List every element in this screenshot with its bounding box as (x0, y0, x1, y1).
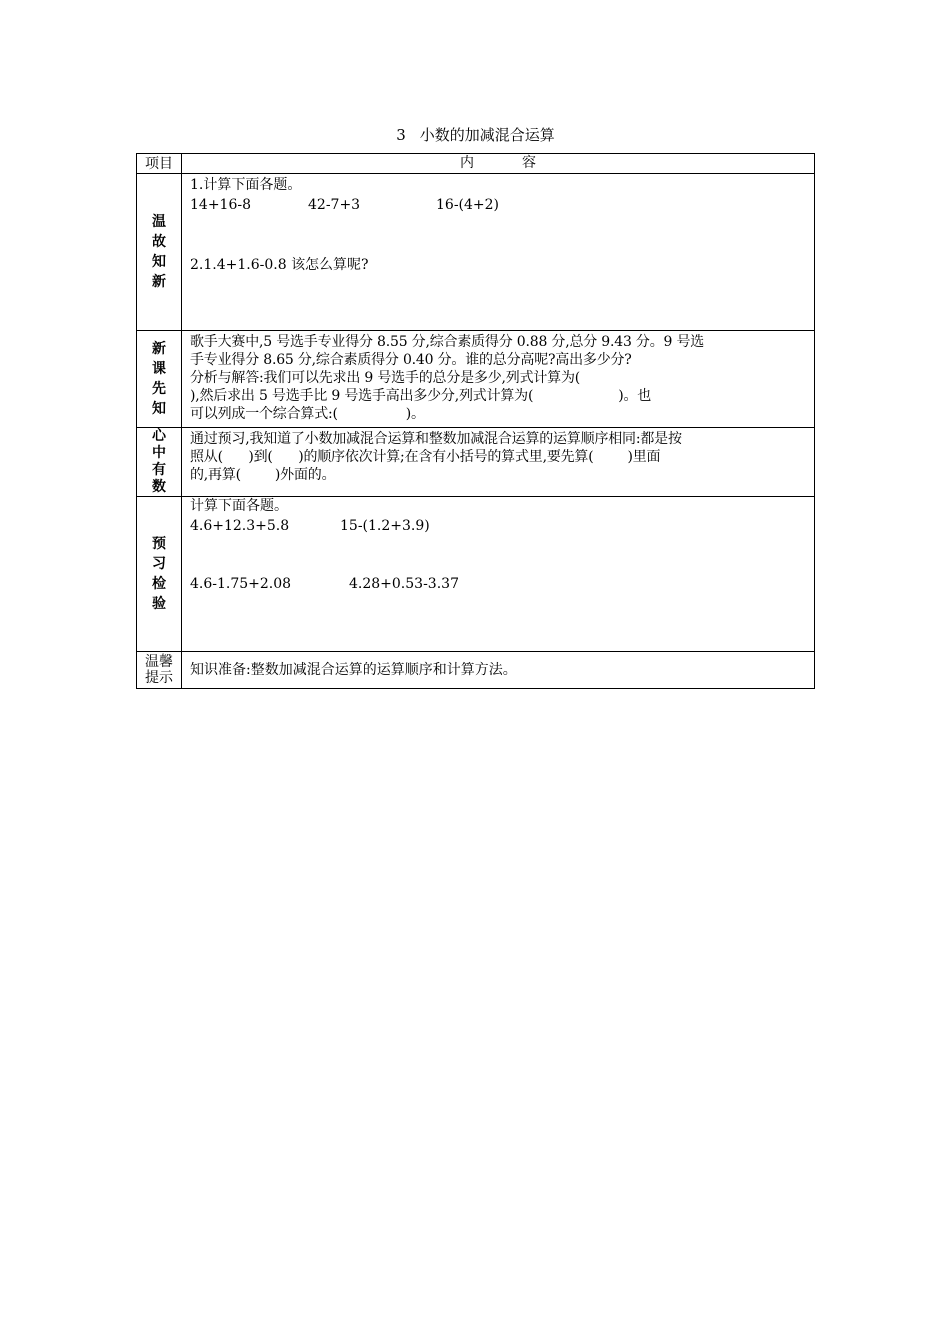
section-check-label-cell (137, 497, 182, 652)
section-mind-label-cell (137, 428, 182, 497)
section-mind-row (137, 428, 815, 497)
section-check-content (182, 497, 815, 652)
header-content-label-a: 内 (460, 155, 474, 171)
new-lesson-line-4: ),然后求出 5 号选手比 9 号选手高出多少分,列式计算为( )。也 (190, 388, 652, 404)
check-item-3: 4.6-1.75+2.08 (190, 576, 292, 592)
new-lesson-line-3: 分析与解答:我们可以先求出 9 号选手的总分是多少,列式计算为( (190, 370, 581, 386)
section-review-row (137, 174, 815, 331)
check-title: 计算下面各题。 (190, 498, 288, 514)
mind-line-1: 通过预习,我知道了小数加减混合运算和整数加减混合运算的运算顺序相同:都是按 (190, 431, 682, 447)
section-review-label-cell (137, 174, 182, 331)
new-lesson-line-5: 可以列成一个综合算式:( )。 (190, 406, 425, 422)
check-item-4: 4.28+0.53-3.37 (349, 576, 459, 592)
header-content-label-b: 容 (522, 155, 536, 171)
title-text: 小数的加减混合运算 (419, 126, 555, 144)
header-item-label: 项目 (145, 155, 173, 172)
section-check-row (137, 497, 815, 652)
table-header-row (137, 154, 815, 174)
review-q2: 2.1.4+1.6-0.8 该怎么算呢? (190, 257, 369, 273)
section-tip-content (182, 652, 815, 689)
section-new-lesson-content (182, 331, 815, 428)
section-tip-row (137, 652, 815, 689)
check-item-2: 15-(1.2+3.9) (340, 518, 430, 534)
section-review-label: 温故知新 (152, 214, 166, 290)
section-tip-label-1: 温馨 (145, 654, 173, 670)
review-q1-item-2: 42-7+3 (308, 197, 361, 213)
mind-line-3: 的,再算( )外面的。 (190, 467, 336, 483)
check-item-1: 4.6+12.3+5.8 (190, 518, 290, 534)
header-item-cell (137, 154, 182, 174)
section-tip-label-2: 提示 (145, 670, 173, 686)
section-new-lesson-label-cell (137, 331, 182, 428)
mind-line-2: 照从( )到( )的顺序依次计算;在含有小括号的算式里,要先算( )里面 (190, 449, 661, 465)
worksheet-table (136, 153, 815, 689)
review-q1-item-3: 16-(4+2) (436, 197, 500, 213)
new-lesson-line-1: 歌手大赛中,5 号选手专业得分 8.55 分,综合素质得分 0.88 分,总分 9.43 分。9 号选 (190, 334, 705, 350)
section-review-content (182, 174, 815, 331)
section-mind-label: 心中有数 (152, 428, 166, 495)
section-new-lesson-row (137, 331, 815, 428)
section-new-lesson-label: 新课先知 (152, 341, 166, 417)
header-content-cell (182, 154, 815, 174)
page-title (136, 126, 815, 144)
new-lesson-line-2: 手专业得分 8.65 分,综合素质得分 0.40 分。谁的总分高呢?高出多少分? (190, 352, 632, 368)
tip-text: 知识准备:整数加减混合运算的运算顺序和计算方法。 (190, 662, 517, 678)
review-q1-title: 1.计算下面各题。 (190, 177, 302, 193)
review-q1-item-1: 14+16-8 (190, 197, 251, 213)
section-mind-content (182, 428, 815, 497)
title-number: 3 (396, 126, 406, 144)
section-tip-label-cell (137, 652, 182, 689)
section-check-label: 预习检验 (152, 536, 166, 612)
